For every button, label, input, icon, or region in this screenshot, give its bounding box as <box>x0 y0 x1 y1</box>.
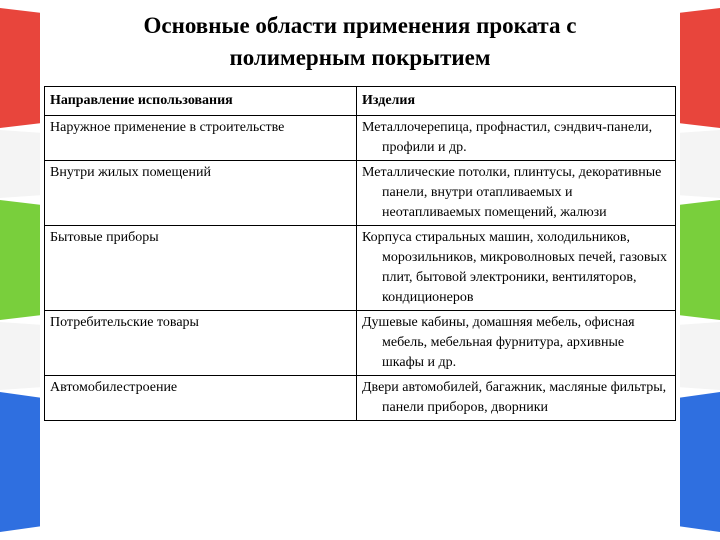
stripe-green <box>680 200 720 320</box>
cell-direction: Автомобилестроение <box>45 376 357 421</box>
cell-direction: Наружное применение в строительстве <box>45 116 357 161</box>
stripe-gap <box>680 322 720 390</box>
table-row <box>45 161 676 226</box>
right-decorative-stripes <box>680 0 720 540</box>
slide-title-line-1: Основные области применения проката с <box>143 13 577 38</box>
slide-title-line-2: полимерным покрытием <box>229 45 491 70</box>
stripe-green <box>0 200 40 320</box>
stripe-red <box>680 8 720 128</box>
table-header-row <box>45 87 676 116</box>
table-row <box>45 376 676 421</box>
stripe-gap <box>680 130 720 198</box>
cell-direction: Потребительские товары <box>45 311 357 376</box>
left-decorative-stripes <box>0 0 40 540</box>
cell-products: Металлочерепица, профнастил, сэндвич-панели, профили и др. <box>357 116 676 161</box>
cell-direction: Внутри жилых помещений <box>45 161 357 226</box>
table-row <box>45 226 676 311</box>
table-row <box>45 311 676 376</box>
table-row <box>45 116 676 161</box>
stripe-gap <box>0 322 40 390</box>
slide-title <box>60 10 660 74</box>
cell-products: Двери автомобилей, багажник, масляные фильтры, панели приборов, дворники <box>357 376 676 421</box>
applications-table <box>44 86 676 421</box>
stripe-red <box>0 8 40 128</box>
stripe-gap <box>0 130 40 198</box>
cell-products: Корпуса стиральных машин, холодильников, морозильников, микроволновых печей, газовых плит, бытовой электроники, вентиляторов, кондиционеров <box>357 226 676 311</box>
stripe-blue <box>680 392 720 532</box>
header-direction: Направление использования <box>45 87 357 116</box>
cell-products: Металлические потолки, плинтусы, декоративные панели, внутри отапливаемых и неотапливаемых помещений, жалюзи <box>357 161 676 226</box>
cell-direction: Бытовые приборы <box>45 226 357 311</box>
header-products: Изделия <box>357 87 676 116</box>
stripe-blue <box>0 392 40 532</box>
cell-products: Душевые кабины, домашняя мебель, офисная мебель, мебельная фурнитура, архивные шкафы и др. <box>357 311 676 376</box>
